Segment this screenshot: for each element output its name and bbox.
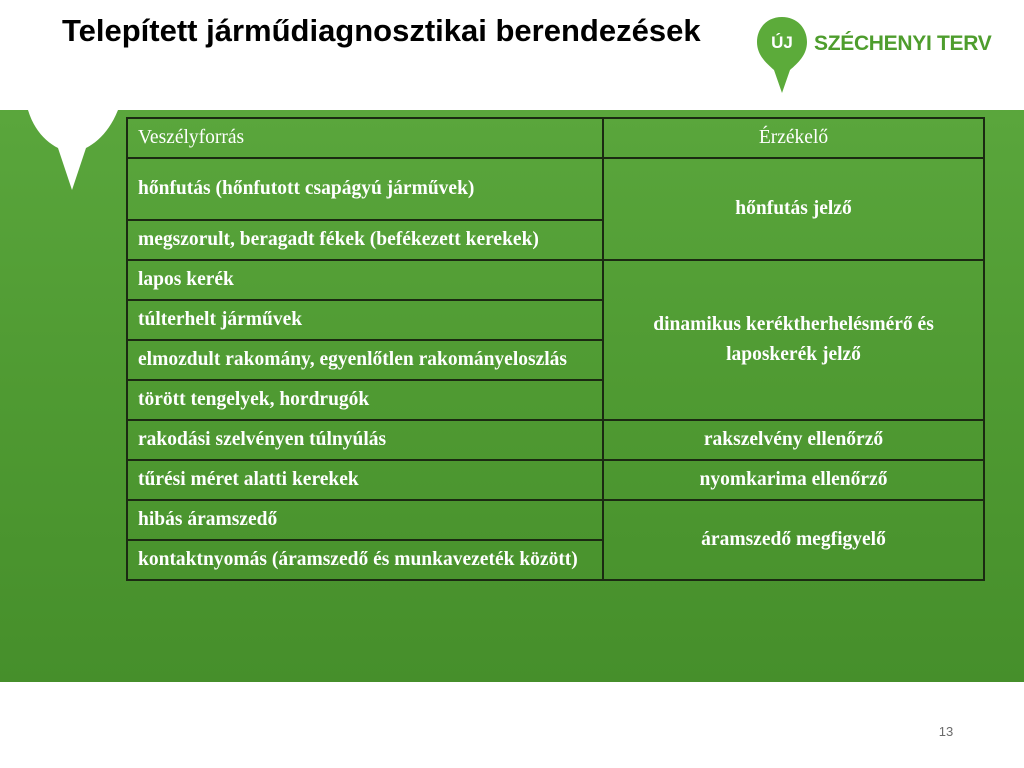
logo-text: SZÉCHENYI TERV xyxy=(814,32,992,55)
hazard-cell: tűrési méret alatti kerekek xyxy=(127,460,603,500)
slide-title: Telepített járműdiagnosztikai berendezések xyxy=(62,13,701,48)
header-hazard: Veszélyforrás xyxy=(127,118,603,158)
table-row xyxy=(127,158,984,220)
diagnostics-table xyxy=(126,117,985,581)
hazard-cell: lapos kerék xyxy=(127,260,603,300)
table-row xyxy=(127,420,984,460)
sensor-cell: hőnfutás jelző xyxy=(603,158,984,260)
pin-tip-decoration xyxy=(0,110,130,200)
szechenyi-terv-logo xyxy=(754,15,1004,95)
location-pin-icon xyxy=(754,15,816,95)
sensor-cell: rakszelvény ellenőrző xyxy=(603,420,984,460)
table-row xyxy=(127,460,984,500)
table-row xyxy=(127,500,984,540)
hazard-cell: törött tengelyek, hordrugók xyxy=(127,380,603,420)
logo-badge: ÚJ xyxy=(771,33,793,52)
sensor-cell: nyomkarima ellenőrző xyxy=(603,460,984,500)
table-header-row xyxy=(127,118,984,158)
table-row xyxy=(127,260,984,300)
sensor-cell: dinamikus keréktherhelésmérő és laposkerék jelző xyxy=(603,260,984,420)
page-number: 13 xyxy=(938,724,954,739)
hazard-cell: elmozdult rakomány, egyenlőtlen rakományeloszlás xyxy=(127,340,603,380)
hazard-cell: megszorult, beragadt fékek (befékezett kerekek) xyxy=(127,220,603,260)
hazard-cell: túlterhelt járművek xyxy=(127,300,603,340)
hazard-cell: rakodási szelvényen túlnyúlás xyxy=(127,420,603,460)
hazard-cell: hőnfutás (hőnfutott csapágyú járművek) xyxy=(127,158,603,220)
hazard-cell: hibás áramszedő xyxy=(127,500,603,540)
sensor-cell: áramszedő megfigyelő xyxy=(603,500,984,580)
header-sensor: Érzékelő xyxy=(603,118,984,158)
hazard-cell: kontaktnyomás (áramszedő és munkavezeték között) xyxy=(127,540,603,580)
